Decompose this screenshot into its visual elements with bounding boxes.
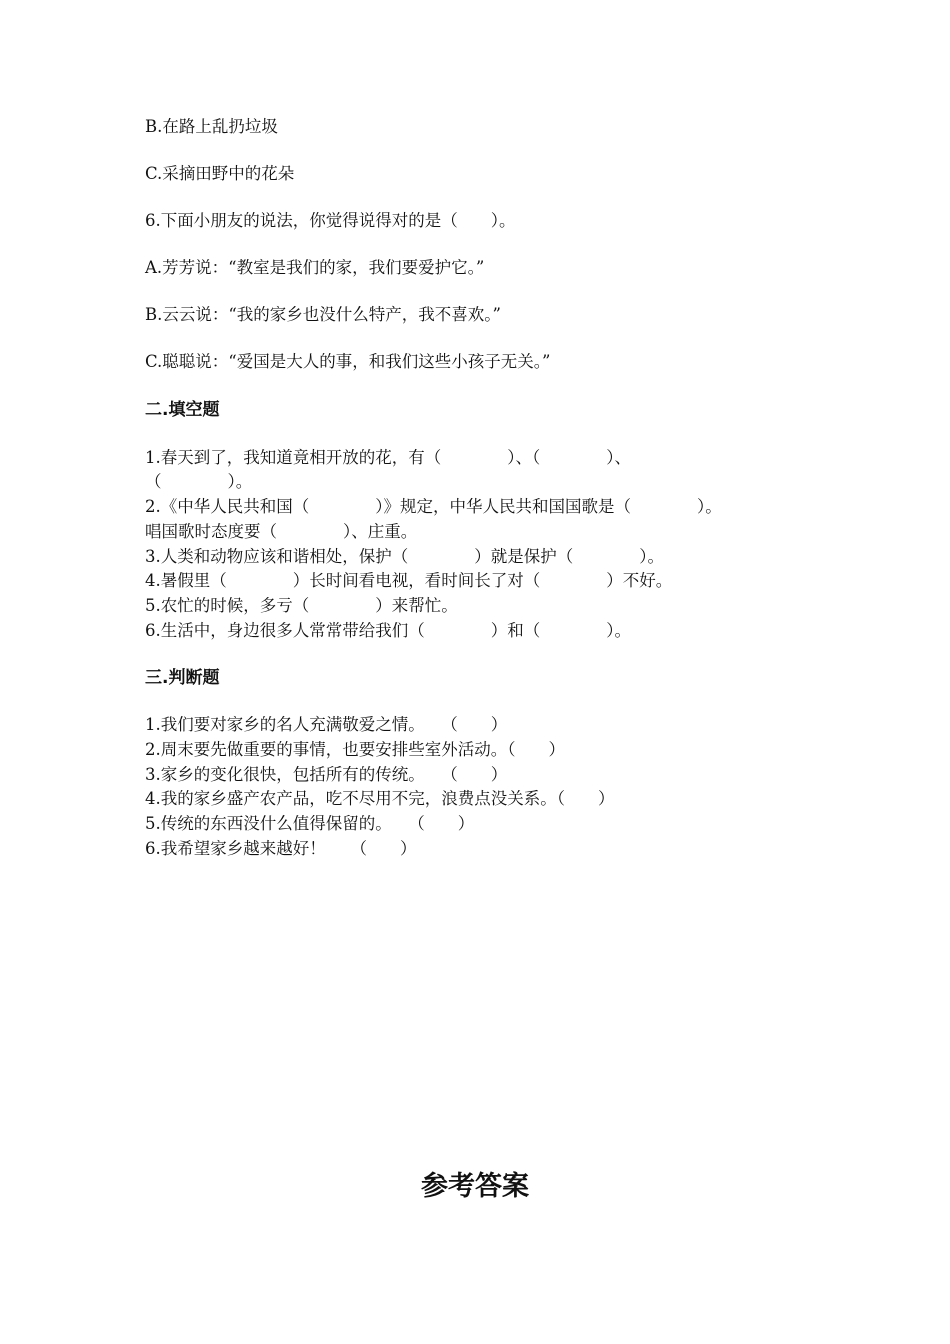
fill-blank-line: 唱国歌时态度要（ ）、庄重。 bbox=[145, 522, 418, 541]
true-false-line: 2.周末要先做重要的事情，也要安排些室外活动。（ ） bbox=[145, 740, 565, 759]
fill-blank-line: 1.春天到了，我知道竟相开放的花，有（ ）、（ ）、 bbox=[145, 448, 631, 467]
true-false-line: 3.家乡的变化很快，包括所有的传统。 （ ） bbox=[145, 765, 508, 784]
fill-blank-line: 4.暑假里（ ）长时间看电视，看时间长了对（ ）不好。 bbox=[145, 571, 673, 590]
true-false-line: 6.我希望家乡越来越好！ （ ） bbox=[145, 839, 417, 858]
q6-option-b: B.云云说：“我的家乡也没什么特产，我不喜欢。” bbox=[145, 305, 501, 324]
q6-option-a: A.芳芳说：“教室是我们的家，我们要爱护它。” bbox=[145, 258, 485, 277]
q6-option-c: C.聪聪说：“爱国是大人的事，和我们这些小孩子无关。” bbox=[145, 352, 551, 371]
true-false-line: 5.传统的东西没什么值得保留的。 （ ） bbox=[145, 814, 475, 833]
section-true-false-title: 三.判断题 bbox=[145, 668, 220, 688]
fill-blank-line: （ ）。 bbox=[145, 472, 253, 491]
fill-blank-line: 6.生活中，身边很多人常常带给我们（ ）和（ ）。 bbox=[145, 621, 631, 640]
fill-blank-line: 3.人类和动物应该和谐相处，保护（ ）就是保护（ ）。 bbox=[145, 547, 664, 566]
fill-blank-line: 5.农忙的时候，多亏（ ）来帮忙。 bbox=[145, 596, 458, 615]
true-false-line: 4.我的家乡盛产农产品，吃不尽用不完，浪费点没关系。（ ） bbox=[145, 789, 615, 808]
q5-option-b: B.在路上乱扔垃圾 bbox=[145, 117, 278, 136]
true-false-line: 1.我们要对家乡的名人充满敬爱之情。 （ ） bbox=[145, 715, 508, 734]
q6-stem: 6.下面小朋友的说法，你觉得说得对的是（ ）。 bbox=[145, 211, 516, 230]
section-fill-blank-title: 二.填空题 bbox=[145, 400, 220, 420]
answer-key-title: 参考答案 bbox=[421, 1171, 529, 1202]
q5-option-c: C.采摘田野中的花朵 bbox=[145, 164, 295, 183]
fill-blank-line: 2.《中华人民共和国（ ）》规定，中华人民共和国国歌是（ ）。 bbox=[145, 497, 722, 516]
